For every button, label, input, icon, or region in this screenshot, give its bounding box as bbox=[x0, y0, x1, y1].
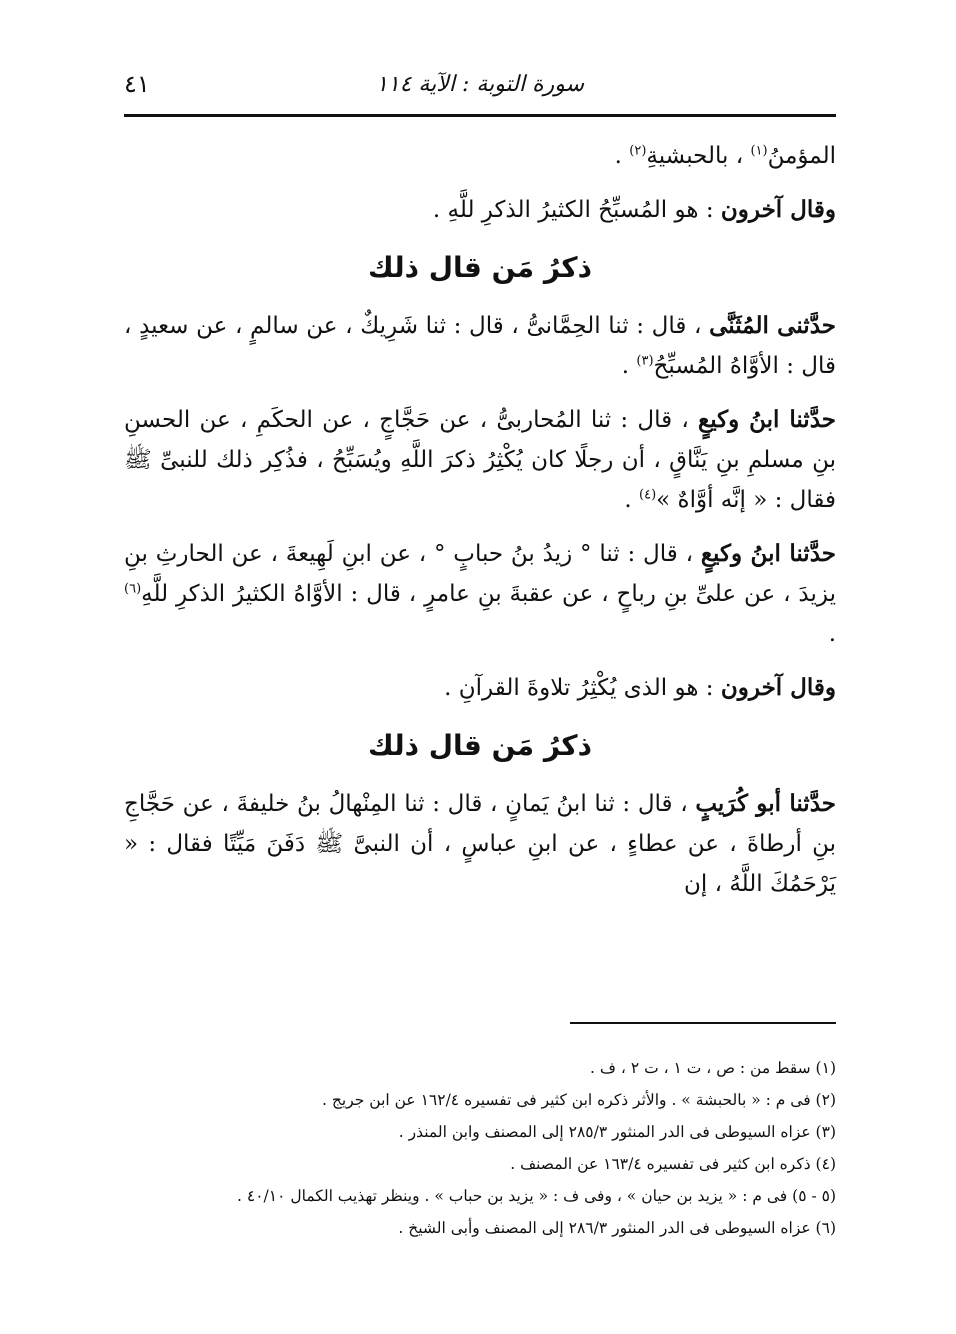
footnote: (٣) عزاه السيوطى فى الدر المنثور ٢٨٥/٣ إلى المصنف وابن المنذر . bbox=[398, 1123, 836, 1141]
page-header bbox=[124, 62, 836, 112]
paragraph-text: ، قال : ثنا الحِمَّانىُّ ، قال : ثنا شَرِيكٌ ، عن سالمٍ ، عن سعيدٍ ، قال : الأوَّاهُ المُسبِّحُ bbox=[124, 313, 836, 379]
footnote: (٢) فى م : « بالحبشة » . والأثر ذكره ابن كثير فى تفسيره ١٦٢/٤ عن ابن جريج . bbox=[322, 1091, 836, 1109]
paragraph-1 bbox=[124, 136, 836, 176]
footnote-marker: (٢) bbox=[629, 143, 647, 159]
paragraph-text: ، بالحبشيةِ bbox=[646, 143, 751, 169]
main-text bbox=[124, 136, 836, 918]
running-title: سورة التوبة : الآية ١١٤ bbox=[375, 72, 585, 97]
paragraph-5 bbox=[124, 534, 836, 654]
paragraph-text: . bbox=[614, 143, 630, 169]
paragraph-lead: حدَّثنا أبو كُرَيبٍ bbox=[695, 790, 836, 817]
footnote-marker: (٣) bbox=[636, 353, 654, 369]
paragraph-text: المؤمنُ bbox=[767, 143, 836, 169]
section-heading: ذكرُ مَن قال ذلك bbox=[368, 729, 592, 762]
paragraph-text: . bbox=[621, 353, 637, 379]
paragraph-lead: حدَّثنا ابنُ وكيعٍ bbox=[700, 540, 837, 567]
footnote: (٤) ذكره ابن كثير فى تفسيره ١٦٣/٤ عن المصنف . bbox=[510, 1155, 836, 1173]
paragraph-6 bbox=[124, 668, 836, 708]
paragraph-text: : هو الذى يُكْثِرُ تلاوةَ القرآنِ . bbox=[444, 675, 721, 701]
paragraph-lead: وقال آخرون bbox=[720, 674, 836, 701]
paragraph-4 bbox=[124, 400, 836, 520]
paragraph-text: ، قال : ثنا ابنُ يَمانٍ ، قال : ثنا المِنْهالُ بنُ خليفةَ ، عن حَجَّاجِ بنِ أرطاةَ ، عن عطاءٍ ، عن ابنِ عباسٍ ، أن النبىَّ ﷺ دَفَنَ مَيِّتًا فقال : « يَرْحَمُكَ اللَّهُ ، إن bbox=[124, 791, 836, 897]
paragraph-text: ، قال : ثنا المُحاربىُّ ، عن حَجَّاجٍ ، عن الحكَمِ ، عن الحسنِ بنِ مسلمِ بنِ يَنَّاقٍ ، أن رجلًا كان يُكْثِرُ ذكرَ اللَّهِ ويُسَبِّحُ ، فذُكِر ذلك للنبىِّ ﷺ فقال : « إنَّه أوَّاهٌ » bbox=[124, 407, 836, 513]
paragraph-2 bbox=[124, 190, 836, 230]
paragraph-7 bbox=[124, 784, 836, 904]
footnote-marker: (٦) bbox=[124, 581, 142, 597]
header-rule bbox=[124, 114, 836, 117]
paragraph-lead: حدَّثنى المُثَنَّى bbox=[709, 312, 836, 339]
footnote: (١) سقط من : ص ، ت ١ ، ت ٢ ، ف . bbox=[590, 1059, 836, 1077]
paragraph-text: . bbox=[624, 487, 639, 513]
footnote: (٥ - ٥) فى م : « يزيد بن حيان » ، وفى ف : « يزيد بن حباب » . وينظر تهذيب الكمال ٤٠/١٠ . bbox=[237, 1187, 836, 1205]
footnote-marker: (١) bbox=[750, 143, 768, 159]
footnote-marker: (٤) bbox=[639, 487, 657, 503]
footnote-rule bbox=[570, 1022, 836, 1024]
paragraph-text: : هو المُسبِّحُ الكثيرُ الذكرِ للَّهِ . bbox=[432, 197, 721, 223]
footnote: (٦) عزاه السيوطى فى الدر المنثور ٢٨٦/٣ إلى المصنف وأبى الشيخ . bbox=[398, 1219, 836, 1237]
footnotes bbox=[124, 1052, 836, 1244]
paragraph-lead: حدَّثنا ابنُ وكيعٍ bbox=[697, 406, 836, 433]
paragraph-text: ، قال : ثنا ° زيدُ بنُ حبابٍ ° ، عن ابنِ لَهِيعةَ ، عن الحارثِ بنِ يزيدَ ، عن علىِّ بنِ رباحٍ ، عن عقبةَ بنِ عامرٍ ، قال : الأوَّاهُ الكثيرُ الذكرِ للَّهِ bbox=[124, 541, 836, 607]
paragraph-text: . bbox=[828, 621, 836, 647]
section-heading: ذكرُ مَن قال ذلك bbox=[368, 251, 592, 284]
page-number: ٤١ bbox=[124, 70, 150, 98]
paragraph-lead: وقال آخرون bbox=[720, 196, 836, 223]
paragraph-3 bbox=[124, 306, 836, 386]
